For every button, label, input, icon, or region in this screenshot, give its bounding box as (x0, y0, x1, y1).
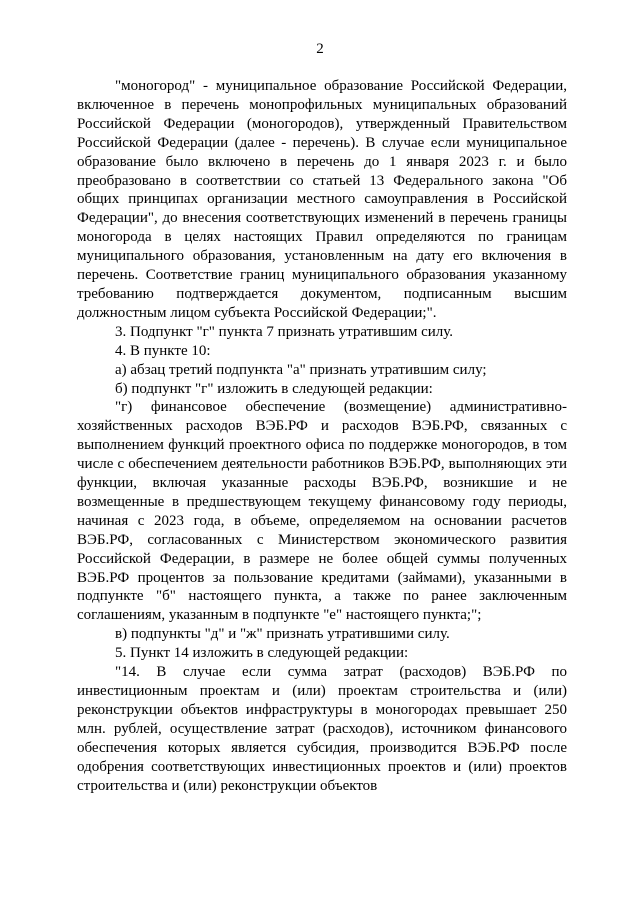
document-body (77, 77, 567, 795)
page-number: 2 (316, 41, 324, 57)
paragraph-item-4b: б) подпункт "г" изложить в следующей редакции: (115, 380, 433, 397)
paragraph-item-3: 3. Подпункт "г" пункта 7 признать утратившим силу. (115, 323, 454, 340)
paragraph-item-4a: а) абзац третий подпункта "а" признать утратившим силу; (115, 361, 487, 378)
paragraph-item-4: 4. В пункте 10: (115, 342, 211, 359)
paragraph-item-14-text: "14. В случае если сумма затрат (расходов) ВЭБ.РФ по инвестиционным проектам и (или) проектам строительства и (или) реконструкции объектов инфраструктуры в моногородах превышает 250 млн. рублей, осуществление затрат (расходов), источником финансового обеспечения которых является субсидия, производится ВЭБ.РФ после одобрения соответствующих инвестиционных проектов и (или) проектов строительства и (или) реконструкции объектов (77, 664, 567, 794)
paragraph-monogorod-definition: "моногород" - муниципальное образование Российской Федерации, включенное в перечень монопрофильных муниципальных образований Российской Федерации (моногородов), утвержденный Правительством Российской Федерации (далее - перечень). В случае если муниципальное образование было включено в перечень до 1 января 2023 г. и было преобразовано в соответствии со статьей 13 Федерального закона "Об общих принципах организации местного самоуправления в Российской Федерации", до внесения соответствующих изменений в перечень границы моногорода в целях настоящих Правил определяются по границам муниципального образования, установленным на дату его включения в перечень. Соответствие границ муниципального образования указанному требованию подтверждается документом, подписанным высшим должностным лицом субъекта Российской Федерации;". (77, 78, 567, 321)
paragraph-subitem-g-text: "г) финансовое обеспечение (возмещение) административно-хозяйственных расходов ВЭБ.РФ и расходов ВЭБ.РФ, связанных с выполнением функций проектного офиса по поддержке моногородов, в том числе с обеспечением деятельности работников ВЭБ.РФ, выполняющих эти функции, включая указанные расходы ВЭБ.РФ, возникшие и не возмещенные в предшествующем текущему финансовому году периоды, начиная с 2023 года, в объеме, определяемом на основании расчетов ВЭБ.РФ, согласованных с Министерством экономического развития Российской Федерации, в размере не более общей суммы полученных ВЭБ.РФ процентов за пользование кредитами (займами), указанными в подпункте "б" настоящего пункта, а также по ранее заключенным соглашениям, указанным в подпункте "е" настоящего пункта;"; (77, 399, 567, 624)
paragraph-item-5: 5. Пункт 14 изложить в следующей редакции: (115, 645, 409, 662)
paragraph-item-4v: в) подпункты "д" и "ж" признать утратившими силу. (115, 626, 450, 643)
